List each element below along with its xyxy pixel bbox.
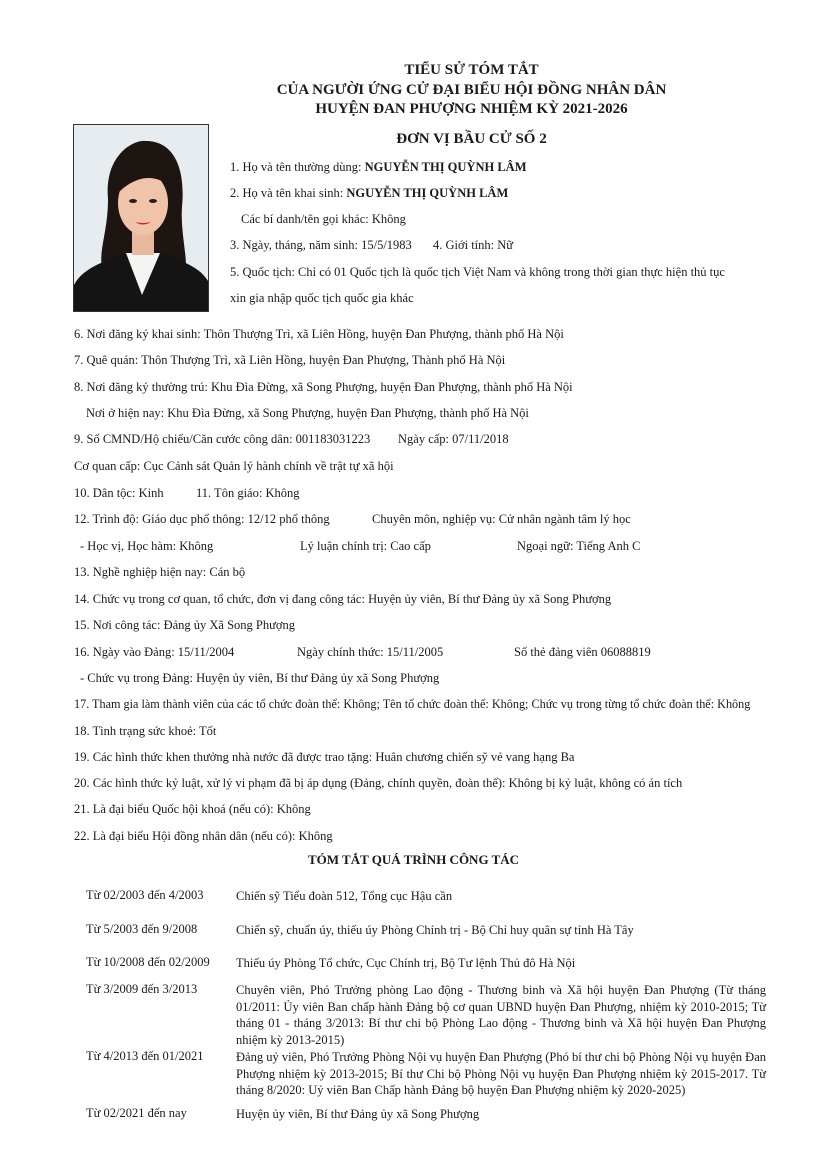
work-row-5-date: Từ 4/2013 đến 01/2021 — [86, 1049, 204, 1063]
work-row-4-date: Từ 3/2009 đến 3/2013 — [86, 982, 198, 996]
foreign-language: Ngoại ngữ: Tiếng Anh C — [517, 539, 641, 553]
item-4-gender: 4. Giới tính: Nữ — [433, 238, 514, 252]
doc-title: TIỂU SỬ TÓM TẮT — [404, 62, 539, 78]
common-name-value: NGUYỄN THỊ QUỲNH LÂM — [364, 160, 527, 174]
item-7-hometown: 7. Quê quán: Thôn Thượng Trì, xã Liên Hồng, huyện Đan Phượng, Thành phố Hà Nội — [74, 353, 506, 367]
item-5-nationality: 5. Quốc tịch: Chỉ có 01 Quốc tịch là quốc tịch Việt Nam và không trong thời gian thực hiện thủ tục — [230, 265, 725, 279]
item-15-workplace: 15. Nơi công tác: Đảng ủy Xã Song Phượng — [74, 618, 296, 632]
item-11-religion: 11. Tôn giáo: Không — [196, 486, 300, 500]
doc-subtitle-1: CỦA NGƯỜI ỨNG CỬ ĐẠI BIỂU HỘI ĐỒNG NHÂN DÂN — [276, 82, 667, 98]
item-9-id-number: 9. Số CMND/Hộ chiếu/Căn cước công dân: 001183031223 — [74, 432, 371, 446]
work-row-2-date: Từ 5/2003 đến 9/2008 — [86, 922, 198, 936]
work-row-1-date: Từ 02/2003 đến 4/2003 — [86, 888, 204, 902]
item-21-national-assembly: 21. Là đại biểu Quốc hội khoá (nếu có): Không — [74, 802, 311, 816]
academic-degree: - Học vị, Học hàm: Không — [80, 539, 214, 553]
professional-qualification: Chuyên môn, nghiệp vụ: Cử nhân ngành tâm lý học — [372, 512, 631, 526]
work-row-1-text: Chiến sỹ Tiểu đoàn 512, Tổng cục Hậu cần — [236, 889, 453, 903]
doc-subtitle-2: HUYỆN ĐAN PHƯỢNG NHIỆM KỲ 2021-2026 — [315, 101, 628, 117]
item-19-awards: 19. Các hình thức khen thưởng nhà nước đã được trao tặng: Huân chương chiến sỹ vẻ vang hạng Ba — [74, 750, 575, 764]
item-5-nationality-cont: xin gia nhập quốc tịch quốc gia khác — [230, 291, 414, 305]
id-issue-date: Ngày cấp: 07/11/2018 — [398, 432, 509, 446]
electoral-unit: ĐƠN VỊ BẦU CỬ SỐ 2 — [396, 131, 547, 147]
item-22-peoples-council: 22. Là đại biểu Hội đồng nhân dân (nếu có): Không — [74, 829, 333, 843]
item-3-birthdate: 3. Ngày, tháng, năm sinh: 15/5/1983 — [230, 238, 412, 252]
party-card-number: Số thẻ đảng viên 06088819 — [514, 645, 651, 659]
id-issuer: Cơ quan cấp: Cục Cảnh sát Quản lý hành chính về trật tự xã hội — [74, 459, 394, 473]
work-row-3-text: Thiếu úy Phòng Tổ chức, Cục Chính trị, Bộ Tư lệnh Thủ đô Hà Nội — [236, 956, 576, 970]
current-residence: Nơi ở hiện nay: Khu Đìa Đừng, xã Song Phượng, huyện Đan Phượng, thành phố Hà Nội — [86, 406, 529, 420]
item-13-occupation: 13. Nghề nghiệp hiện nay: Cán bộ — [74, 565, 246, 579]
item-8-permanent-residence: 8. Nơi đăng ký thường trú: Khu Đìa Đừng, xã Song Phượng, huyện Đan Phượng, thành phố Hà Nội — [74, 380, 573, 394]
item-17-organizations: 17. Tham gia làm thành viên của các tổ chức đoàn thể: Không; Tên tổ chức đoàn thể: Không; Chức vụ trong từng tổ chức đoàn thể: Không — [74, 697, 751, 711]
work-history-title: TÓM TẮT QUÁ TRÌNH CÔNG TÁC — [307, 852, 520, 867]
party-position: - Chức vụ trong Đảng: Huyện ủy viên, Bí thư Đảng ủy xã Song Phượng — [80, 671, 440, 685]
item-6-birth-registration: 6. Nơi đăng ký khai sinh: Thôn Thượng Trì, xã Liên Hồng, huyện Đan Phượng, thành phố Hà Nội — [74, 327, 564, 341]
portrait-illustration — [74, 125, 209, 312]
item-1-common-name: 1. Họ và tên thường dùng: NGUYỄN THỊ QUỲNH LÂM — [230, 160, 527, 174]
work-row-6-text: Huyện ủy viên, Bí thư Đảng ủy xã Song Phượng — [236, 1107, 480, 1121]
portrait-photo — [73, 124, 209, 312]
item-16-party-join-date: 16. Ngày vào Đảng: 15/11/2004 — [74, 645, 235, 659]
item-20-discipline: 20. Các hình thức kỷ luật, xử lý vi phạm đã bị áp dụng (Đảng, chính quyền, đoàn thể): Không bị kỷ luật, không có án tích — [74, 776, 683, 790]
work-row-6-date: Từ 02/2021 đến nay — [86, 1106, 187, 1120]
item-14-position: 14. Chức vụ trong cơ quan, tổ chức, đơn vị đang công tác: Huyện ủy viên, Bí thư Đảng ủy xã Song Phượng — [74, 592, 612, 606]
item-2-birth-name: 2. Họ và tên khai sinh: NGUYỄN THỊ QUỲNH LÂM — [230, 186, 509, 200]
item-12-education: 12. Trình độ: Giáo dục phổ thông: 12/12 phổ thông — [74, 512, 330, 526]
work-row-5-text: Đảng uỷ viên, Phó Trưởng Phòng Nội vụ huyện Đan Phượng (Phó bí thư chi bộ Phòng Nội vụ huyện Đan Phượng nhiệm kỳ 2013-2015; Bí thư Chi bộ Phòng Nội vụ huyện Đan Phượng nhiệm kỳ 2015-2017. Từ tháng 8/2020: Uỷ viên Ban Chấp hành Đảng bộ huyện Đan Phượng nhiệm kỳ 2020-2025) — [236, 1050, 766, 1097]
work-row-4-text: Chuyên viên, Phó Trưởng phòng Lao động - Thương binh và Xã hội huyện Đan Phượng (Từ tháng 01/2011: Ủy viên Ban chấp hành Đảng bộ cơ quan UBND huyện Đan Phượng, nhiệm kỳ 2010-2015; Từ tháng 01 - tháng 3/2013: Bí thư chi bộ Phòng Lao động - Thương binh và Xã hội huyện Đan Phượng nhiệm kỳ 2013-2015) — [236, 983, 766, 1047]
item-18-health: 18. Tình trạng sức khoẻ: Tốt — [74, 724, 217, 738]
alias: Các bí danh/tên gọi khác: Không — [241, 212, 406, 226]
work-row-2-text: Chiến sỹ, chuẩn úy, thiếu úy Phòng Chính trị - Bộ Chỉ huy quân sự tỉnh Hà Tây — [236, 923, 634, 937]
party-official-date: Ngày chính thức: 15/11/2005 — [297, 645, 444, 659]
birth-name-value: NGUYỄN THỊ QUỲNH LÂM — [346, 186, 509, 200]
item-10-ethnicity: 10. Dân tộc: Kinh — [74, 486, 164, 500]
political-theory: Lý luận chính trị: Cao cấp — [300, 539, 431, 553]
work-row-3-date: Từ 10/2008 đến 02/2009 — [86, 955, 210, 969]
